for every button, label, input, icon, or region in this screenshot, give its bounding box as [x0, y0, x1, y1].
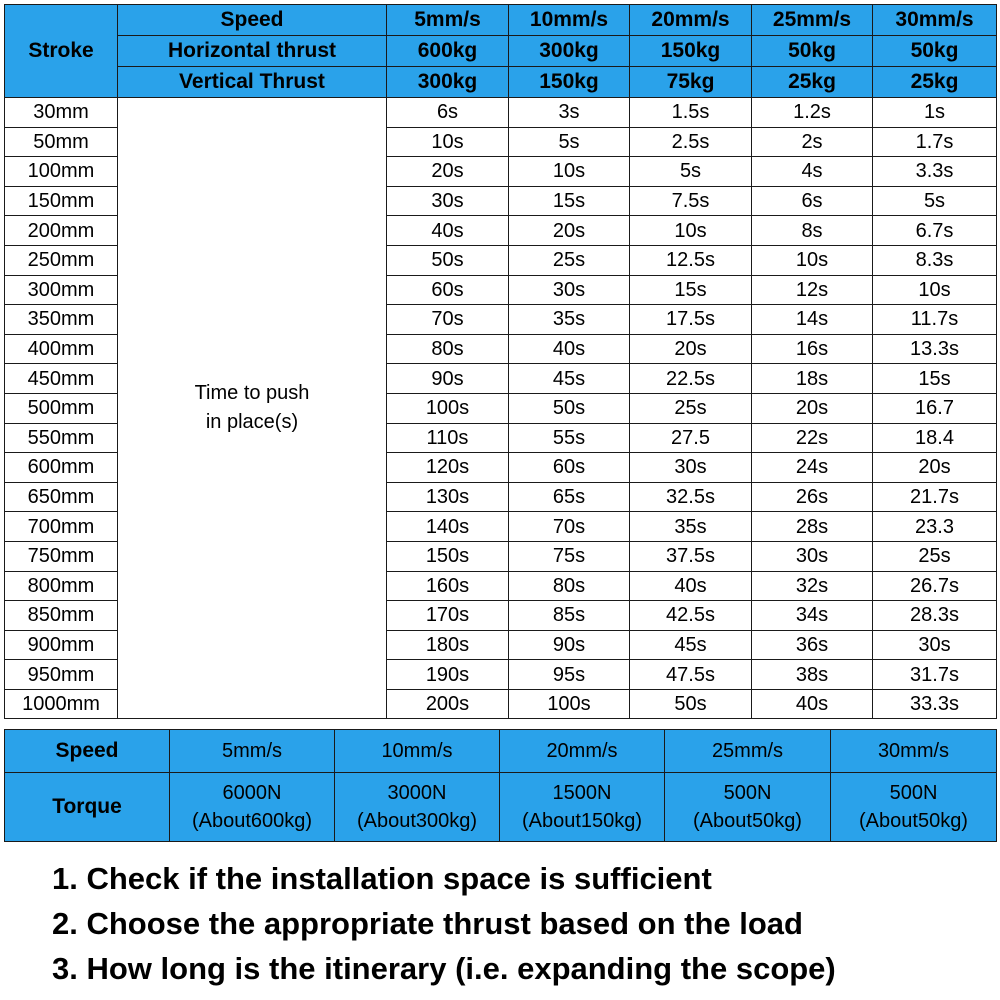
vertical-thrust-cell: 150kg	[509, 67, 630, 98]
torque-approx: (About50kg)	[859, 810, 968, 832]
torque-cell	[170, 773, 335, 842]
stroke-cell: 450mm	[5, 364, 118, 394]
time-cell: 45s	[509, 364, 630, 394]
vertical-thrust-cell: 300kg	[387, 67, 509, 98]
stroke-cell: 550mm	[5, 423, 118, 453]
time-cell: 20s	[752, 393, 873, 423]
time-cell: 16.7	[873, 393, 997, 423]
torque-cell	[500, 773, 665, 842]
vertical-thrust-cell: 75kg	[630, 67, 752, 98]
stroke-cell: 500mm	[5, 393, 118, 423]
time-cell: 32s	[752, 571, 873, 601]
horizontal-thrust-cell: 150kg	[630, 36, 752, 67]
time-to-push-label	[118, 98, 387, 719]
time-cell: 40s	[509, 334, 630, 364]
time-cell: 22s	[752, 423, 873, 453]
time-cell: 32.5s	[630, 482, 752, 512]
stroke-cell: 650mm	[5, 482, 118, 512]
time-cell: 42.5s	[630, 601, 752, 631]
time-cell: 3s	[509, 98, 630, 128]
time-cell: 26s	[752, 482, 873, 512]
time-cell: 90s	[509, 630, 630, 660]
selection-notes	[52, 856, 836, 991]
time-cell: 18.4	[873, 423, 997, 453]
time-cell: 11.7s	[873, 305, 997, 335]
horizontal-thrust-cell: 50kg	[873, 36, 997, 67]
time-cell: 70s	[387, 305, 509, 335]
time-cell: 95s	[509, 660, 630, 690]
time-cell: 21.7s	[873, 482, 997, 512]
torque-approx: (About150kg)	[521, 810, 643, 832]
torque-force: 500N	[723, 782, 772, 804]
torque-speed-cell: 5mm/s	[170, 730, 335, 773]
time-cell: 30s	[873, 630, 997, 660]
time-cell: 1.7s	[873, 127, 997, 157]
time-cell: 6s	[752, 186, 873, 216]
speed-header-cell: 10mm/s	[509, 5, 630, 36]
horizontal-thrust-cell: 50kg	[752, 36, 873, 67]
torque-speed-cell: 25mm/s	[665, 730, 831, 773]
time-cell: 33.3s	[873, 689, 997, 719]
time-cell: 6.7s	[873, 216, 997, 246]
stroke-cell: 950mm	[5, 660, 118, 690]
stroke-cell: 100mm	[5, 157, 118, 187]
time-cell: 6s	[387, 98, 509, 128]
speed-row-label: Speed	[118, 5, 387, 36]
time-cell: 25s	[630, 393, 752, 423]
note-item: 2. Choose the appropriate thrust based on the load	[52, 906, 803, 941]
torque-approx: (About600kg)	[191, 810, 313, 832]
horizontal-thrust-cell: 600kg	[387, 36, 509, 67]
stroke-cell: 600mm	[5, 453, 118, 483]
time-cell: 5s	[630, 157, 752, 187]
stroke-cell: 150mm	[5, 186, 118, 216]
stroke-cell: 300mm	[5, 275, 118, 305]
time-cell: 13.3s	[873, 334, 997, 364]
time-cell: 20s	[509, 216, 630, 246]
time-cell: 28s	[752, 512, 873, 542]
torque-speed-cell: 20mm/s	[500, 730, 665, 773]
time-cell: 15s	[873, 364, 997, 394]
time-label-line: in place(s)	[205, 411, 299, 434]
stroke-cell: 700mm	[5, 512, 118, 542]
stroke-cell: 50mm	[5, 127, 118, 157]
time-cell: 60s	[509, 453, 630, 483]
time-cell: 24s	[752, 453, 873, 483]
time-cell: 18s	[752, 364, 873, 394]
time-cell: 65s	[509, 482, 630, 512]
time-cell: 17.5s	[630, 305, 752, 335]
time-cell: 1.2s	[752, 98, 873, 128]
stroke-cell: 900mm	[5, 630, 118, 660]
time-cell: 80s	[509, 571, 630, 601]
time-cell: 14s	[752, 305, 873, 335]
time-cell: 190s	[387, 660, 509, 690]
time-cell: 10s	[509, 157, 630, 187]
time-cell: 70s	[509, 512, 630, 542]
time-cell: 2.5s	[630, 127, 752, 157]
time-cell: 36s	[752, 630, 873, 660]
table-row	[5, 98, 997, 128]
horizontal-thrust-row	[5, 36, 997, 67]
time-cell: 10s	[752, 245, 873, 275]
torque-speed-cell: 30mm/s	[831, 730, 997, 773]
torque-approx: (About50kg)	[693, 810, 802, 832]
time-cell: 23.3	[873, 512, 997, 542]
vertical-thrust-row	[5, 67, 997, 98]
stroke-cell: 1000mm	[5, 689, 118, 719]
torque-label: Torque	[5, 773, 170, 842]
time-cell: 130s	[387, 482, 509, 512]
stroke-cell: 350mm	[5, 305, 118, 335]
time-cell: 40s	[630, 571, 752, 601]
stroke-cell: 400mm	[5, 334, 118, 364]
torque-cell	[831, 773, 997, 842]
time-cell: 40s	[387, 216, 509, 246]
stroke-cell: 30mm	[5, 98, 118, 128]
time-cell: 20s	[387, 157, 509, 187]
time-cell: 55s	[509, 423, 630, 453]
time-cell: 7.5s	[630, 186, 752, 216]
time-cell: 31.7s	[873, 660, 997, 690]
note-item: 3. How long is the itinerary (i.e. expanding the scope)	[52, 951, 836, 986]
time-cell: 22.5s	[630, 364, 752, 394]
time-cell: 170s	[387, 601, 509, 631]
time-cell: 16s	[752, 334, 873, 364]
time-cell: 38s	[752, 660, 873, 690]
time-cell: 200s	[387, 689, 509, 719]
time-cell: 30s	[752, 541, 873, 571]
time-cell: 4s	[752, 157, 873, 187]
time-cell: 15s	[630, 275, 752, 305]
time-cell: 140s	[387, 512, 509, 542]
speed-header-cell: 5mm/s	[387, 5, 509, 36]
time-cell: 40s	[752, 689, 873, 719]
time-cell: 50s	[387, 245, 509, 275]
vertical-thrust-cell: 25kg	[752, 67, 873, 98]
time-cell: 12.5s	[630, 245, 752, 275]
time-cell: 3.3s	[873, 157, 997, 187]
torque-force: 3000N	[387, 782, 447, 804]
time-cell: 100s	[509, 689, 630, 719]
torque-speed-cell: 10mm/s	[335, 730, 500, 773]
time-cell: 20s	[630, 334, 752, 364]
horizontal-thrust-cell: 300kg	[509, 36, 630, 67]
time-cell: 180s	[387, 630, 509, 660]
time-cell: 85s	[509, 601, 630, 631]
time-cell: 20s	[873, 453, 997, 483]
time-cell: 2s	[752, 127, 873, 157]
stroke-column-header: Stroke	[5, 5, 118, 98]
time-cell: 10s	[630, 216, 752, 246]
stroke-table-body	[5, 98, 997, 719]
time-cell: 15s	[509, 186, 630, 216]
time-cell: 27.5	[630, 423, 752, 453]
time-cell: 60s	[387, 275, 509, 305]
time-cell: 47.5s	[630, 660, 752, 690]
stroke-cell: 200mm	[5, 216, 118, 246]
stroke-cell: 850mm	[5, 601, 118, 631]
speed-header-cell: 20mm/s	[630, 5, 752, 36]
time-cell: 30s	[509, 275, 630, 305]
time-cell: 30s	[630, 453, 752, 483]
torque-row	[5, 773, 997, 842]
stroke-cell: 250mm	[5, 245, 118, 275]
time-cell: 50s	[630, 689, 752, 719]
time-cell: 1s	[873, 98, 997, 128]
time-cell: 90s	[387, 364, 509, 394]
time-cell: 120s	[387, 453, 509, 483]
time-cell: 80s	[387, 334, 509, 364]
time-cell: 45s	[630, 630, 752, 660]
time-cell: 160s	[387, 571, 509, 601]
time-cell: 12s	[752, 275, 873, 305]
time-cell: 35s	[509, 305, 630, 335]
time-cell: 35s	[630, 512, 752, 542]
torque-speed-label: Speed	[5, 730, 170, 773]
stroke-cell: 750mm	[5, 541, 118, 571]
torque-cell	[335, 773, 500, 842]
vertical-thrust-cell: 25kg	[873, 67, 997, 98]
torque-cell	[665, 773, 831, 842]
speed-torque-table	[4, 729, 997, 842]
vertical-thrust-label: Vertical Thrust	[118, 67, 387, 98]
time-cell: 75s	[509, 541, 630, 571]
time-cell: 5s	[873, 186, 997, 216]
time-cell: 8s	[752, 216, 873, 246]
torque-force: 6000N	[222, 782, 282, 804]
torque-speed-row	[5, 730, 997, 773]
stroke-time-table	[4, 4, 997, 719]
time-cell: 26.7s	[873, 571, 997, 601]
time-cell: 10s	[873, 275, 997, 305]
time-cell: 50s	[509, 393, 630, 423]
horizontal-thrust-label: Horizontal thrust	[118, 36, 387, 67]
time-cell: 34s	[752, 601, 873, 631]
time-cell: 100s	[387, 393, 509, 423]
speed-header-cell: 25mm/s	[752, 5, 873, 36]
time-cell: 30s	[387, 186, 509, 216]
torque-force: 500N	[889, 782, 938, 804]
time-cell: 1.5s	[630, 98, 752, 128]
time-cell: 150s	[387, 541, 509, 571]
torque-force: 1500N	[552, 782, 612, 804]
time-cell: 28.3s	[873, 601, 997, 631]
speed-header-row	[5, 5, 997, 36]
time-cell: 37.5s	[630, 541, 752, 571]
note-item: 1. Check if the installation space is sufficient	[52, 861, 712, 896]
time-label-line: Time to push	[194, 382, 310, 405]
time-cell: 10s	[387, 127, 509, 157]
time-cell: 8.3s	[873, 245, 997, 275]
torque-approx: (About300kg)	[356, 810, 478, 832]
time-cell: 25s	[509, 245, 630, 275]
speed-header-cell: 30mm/s	[873, 5, 997, 36]
stroke-cell: 800mm	[5, 571, 118, 601]
time-cell: 5s	[509, 127, 630, 157]
time-cell: 110s	[387, 423, 509, 453]
time-cell: 25s	[873, 541, 997, 571]
